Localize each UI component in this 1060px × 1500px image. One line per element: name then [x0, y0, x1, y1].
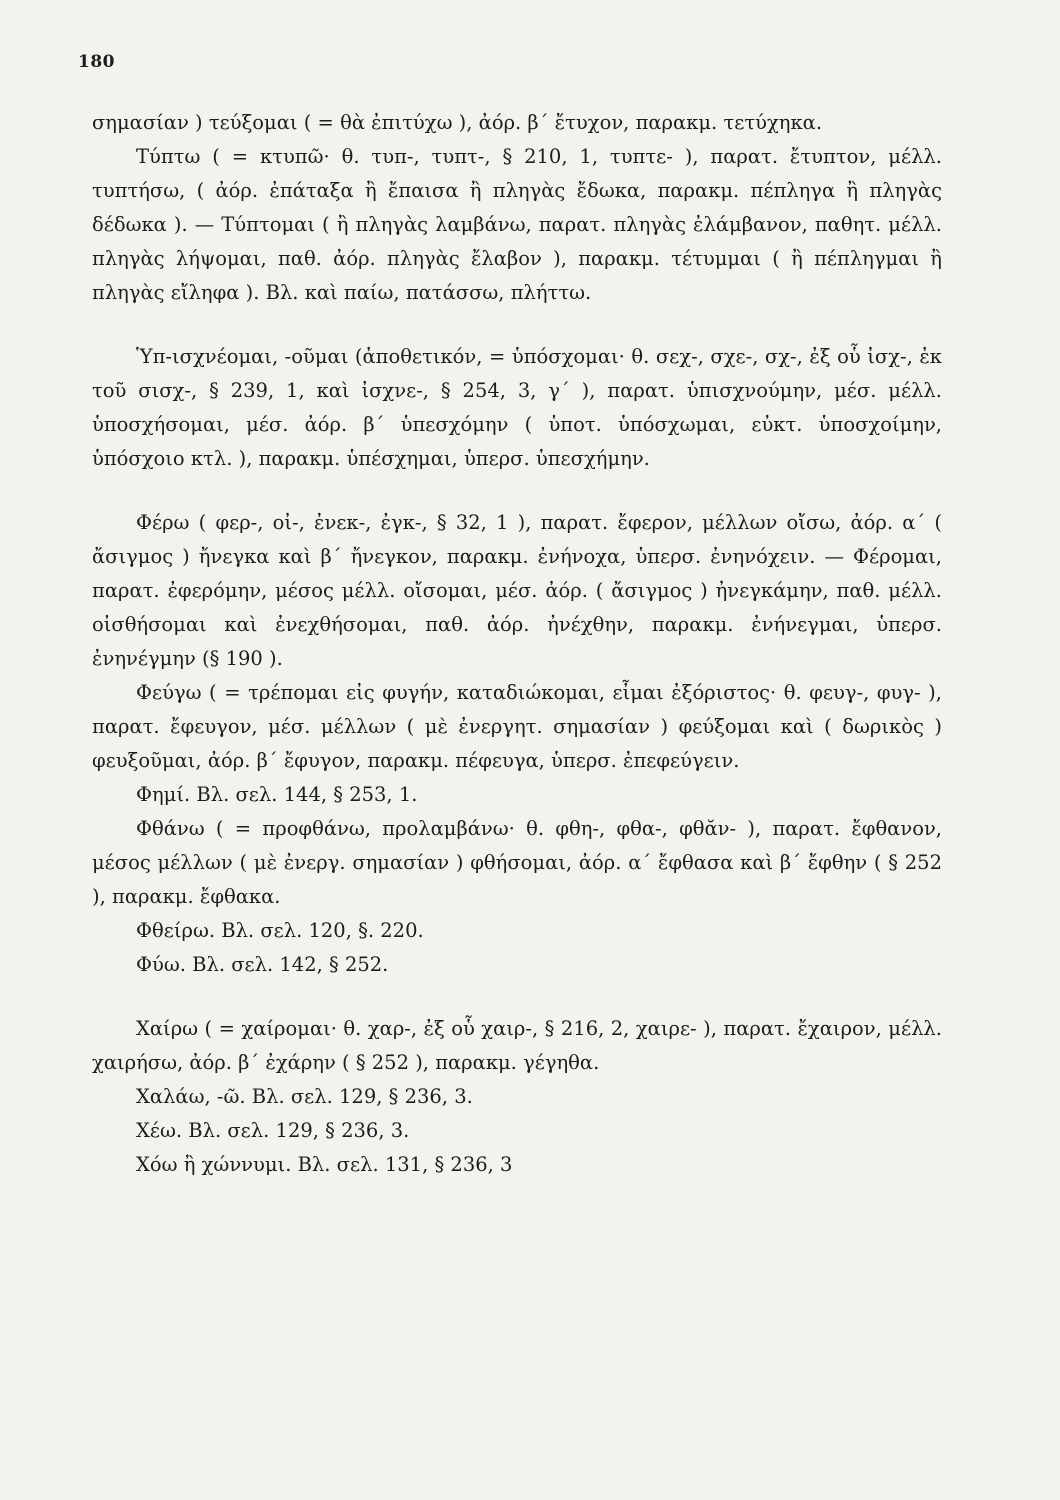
entry-typto: Τύπτω ( = κτυπῶ· θ. τυπ-, τυπτ-, § 210, 1, τυπτε- ), παρατ. ἔτυπτον, μέλλ. τυπτήσω, ( ἀόρ. ἐπάταξα ἢ ἔπαισα ἢ πληγὰς ἔδωκα, παρακμ. πέπληγα ἢ πληγὰς δέδωκα ). — Τύπτομαι ( ἢ πληγὰς λαμβάνω, παρατ. πληγὰς ἐλάμβανον, παθητ. μέλλ. πληγὰς λήψομαι, παθ. ἀόρ. πληγὰς ἔλαβον ), παρακμ. τέτυμμαι ( ἢ πέπληγμαι ἢ πληγὰς εἴληφα ). Βλ. καὶ παίω, πατάσσω, πλήττω. [92, 145, 942, 304]
entry-chairo: Χαίρω ( = χαίρομαι· θ. χαρ-, ἐξ οὗ χαιρ-, § 216, 2, χαιρε- ), παρατ. ἔχαιρον, μέλλ. χαιρήσω, ἀόρ. β΄ ἐχάρην ( § 252 ), παρακμ. γέγηθα. [92, 1017, 942, 1074]
entry-phemi: Φημί. Βλ. σελ. 144, § 253, 1. [136, 783, 418, 806]
page-number: 180 [78, 52, 115, 72]
entry-phtheiro: Φθείρω. Βλ. σελ. 120, §. 220. [136, 919, 424, 942]
entry-pheugo: Φεύγω ( = τρέπομαι εἰς φυγήν, καταδιώκομαι, εἶμαι ἐξόριστος· θ. φευγ-, φυγ- ), παρατ. ἔφευγον, μέσ. μέλλων ( μὲ ἐνεργητ. σημασίαν ) φεύξομαι καὶ ( δωρικὸς ) φευξοῦμαι, ἀόρ. β΄ ἔφυγον, παρακμ. πέφευγα, ὑπερσ. ἐπεφεύγειν. [92, 681, 942, 772]
entry-hypischneomai: Ὑπ-ισχνέομαι, -οῦμαι (ἀποθετικόν, = ὑπόσχομαι· θ. σεχ-, σχε-, σχ-, ἐξ οὗ ἰσχ-, ἐκ τοῦ σισχ-, § 239, 1, καὶ ἰσχνε-, § 254, 3, γ΄ ), παρατ. ὑπισχνούμην, μέσ. μέλλ. ὑποσχήσομαι, μέσ. ἀόρ. β΄ ὑπεσχόμην ( ὑποτ. ὑπόσχωμαι, εὐκτ. ὑποσχοίμην, ὑπόσχοιο κτλ. ), παρακμ. ὑπέσχημαι, ὑπερσ. ὑπεσχήμην. [92, 345, 942, 470]
entry-phero: Φέρω ( φερ-, οἰ-, ἐνεκ-, ἐγκ-, § 32, 1 ), παρατ. ἔφερον, μέλλων οἴσω, ἀόρ. α΄ ( ἄσιγμος ) ἤνεγκα καὶ β΄ ἤνεγκον, παρακμ. ἐνήνοχα, ὑπερσ. ἐνηνόχειν. — Φέρομαι, παρατ. ἐφερόμην, μέσος μέλλ. οἴσομαι, μέσ. ἀόρ. ( ἄσιγμος ) ἠνεγκάμην, παθ. μέλλ. οἰσθήσομαι καὶ ἐνεχθήσομαι, παθ. ἀόρ. ἠνέχθην, παρακμ. ἐνήνεγμαι, ὑπερσ. ἐνηνέγμην (§ 190 ). [92, 511, 942, 670]
entry-cheo: Χέω. Βλ. σελ. 129, § 236, 3. [136, 1119, 410, 1142]
entry-chalao: Χαλάω, -ῶ. Βλ. σελ. 129, § 236, 3. [136, 1085, 473, 1108]
entry-phthano: Φθάνω ( = προφθάνω, προλαμβάνω· θ. φθη-, φθα-, φθᾰν- ), παρατ. ἔφθανον, μέσος μέλλων ( μὲ ἐνεργ. σημασίαν ) φθήσομαι, ἀόρ. α΄ ἔφθασα καὶ β΄ ἔφθην ( § 252 ), παρακμ. ἔφθακα. [92, 817, 942, 908]
entry-phyo: Φύω. Βλ. σελ. 142, § 252. [136, 953, 389, 976]
entry-choo: Χόω ἢ χώννυμι. Βλ. σελ. 131, § 236, 3 [136, 1153, 513, 1176]
page-body [92, 106, 942, 1182]
paragraph-continuation: σημασίαν ) τεύξομαι ( = θὰ ἐπιτύχω ), ἀόρ. β΄ ἔτυχον, παρακμ. τετύχηκα. [92, 111, 823, 134]
